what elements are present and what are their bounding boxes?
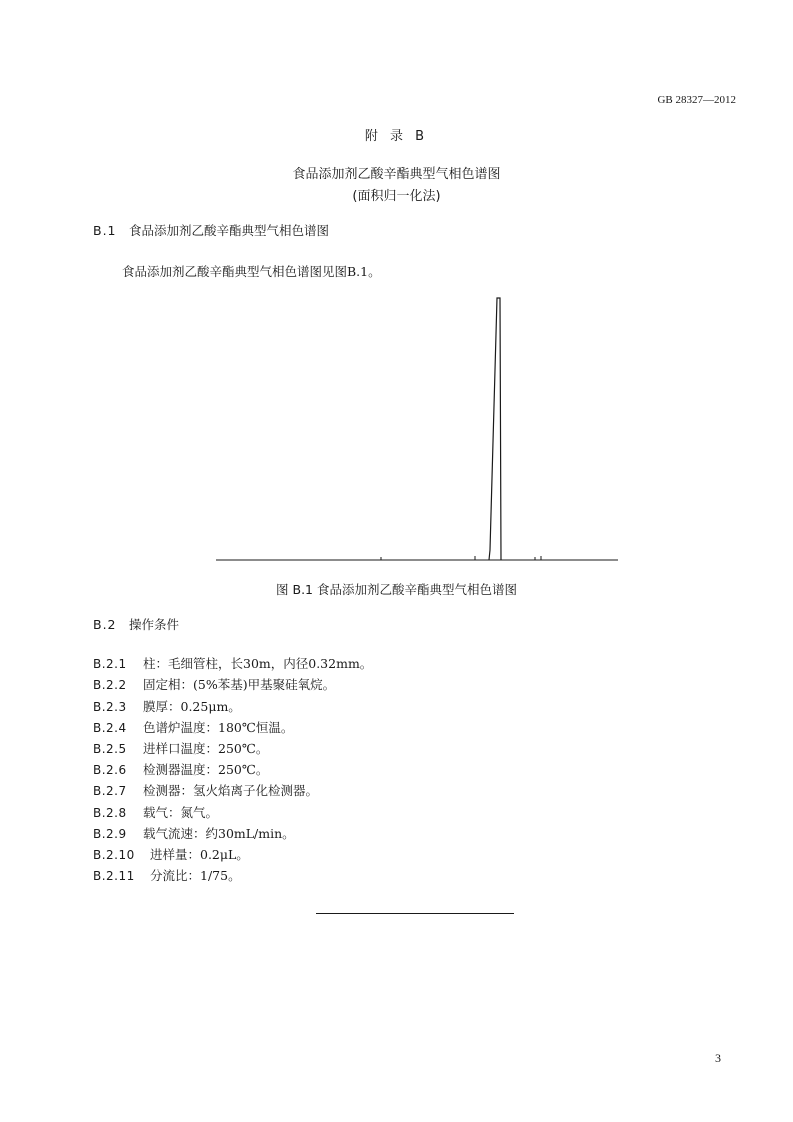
condition-text: 膜厚：0.25μm。 [143, 699, 241, 714]
figure-caption: 图 B.1 食品添加剂乙酸辛酯典型气相色谱图 [276, 582, 517, 597]
condition-item [93, 760, 268, 778]
condition-item [93, 866, 241, 884]
condition-text: 柱：毛细管柱，长30m，内径0.32mm。 [143, 656, 373, 671]
condition-number: B.2.8 [93, 806, 127, 820]
section-b1-paragraph: 食品添加剂乙酸辛酯典型气相色谱图见图B.1。 [122, 264, 381, 279]
section-b2-title: 操作条件 [129, 617, 180, 632]
condition-text: 分流比：1/75。 [150, 868, 241, 883]
condition-text: 检测器温度：250℃。 [143, 762, 269, 777]
condition-item [93, 718, 293, 736]
condition-item [93, 824, 295, 842]
condition-number: B.2.4 [93, 721, 127, 735]
condition-number: B.2.2 [93, 678, 127, 692]
section-b2-number: B.2 [93, 617, 117, 632]
condition-text: 色谱炉温度：180℃恒温。 [143, 720, 294, 735]
section-b1-number: B.1 [93, 223, 117, 238]
condition-item [93, 654, 372, 672]
end-rule [316, 913, 514, 914]
condition-text: 进样量：0.2μL。 [150, 847, 249, 862]
appendix-title: 附 录 B [364, 129, 429, 144]
condition-number: B.2.6 [93, 763, 127, 777]
condition-text: 进样口温度：250℃。 [143, 741, 269, 756]
appendix-method: (面积归一化法) [352, 189, 441, 204]
page-number: 3 [715, 1051, 721, 1065]
condition-number: B.2.10 [93, 848, 135, 862]
condition-text: 检测器：氢火焰离子化检测器。 [143, 783, 319, 798]
condition-item [93, 675, 335, 693]
condition-number: B.2.7 [93, 784, 127, 798]
condition-item [93, 803, 218, 821]
condition-number: B.2.3 [93, 700, 127, 714]
section-b1-title: 食品添加剂乙酸辛酯典型气相色谱图 [129, 223, 330, 238]
condition-number: B.2.11 [93, 869, 135, 883]
condition-item [93, 697, 241, 715]
standard-number: GB 28327—2012 [657, 94, 736, 106]
condition-item [93, 781, 318, 799]
section-b2-heading [93, 615, 179, 633]
condition-text: 载气流速：约30mL/min。 [143, 826, 295, 841]
condition-text: 载气：氮气。 [143, 805, 219, 820]
condition-item [93, 845, 249, 863]
appendix-subtitle: 食品添加剂乙酸辛酯典型气相色谱图 [292, 167, 501, 182]
condition-item [93, 739, 268, 757]
condition-number: B.2.1 [93, 657, 127, 671]
condition-number: B.2.9 [93, 827, 127, 841]
condition-text: 固定相：(5%苯基)甲基聚硅氧烷。 [143, 677, 336, 692]
condition-number: B.2.5 [93, 742, 127, 756]
chromatogram-main-peak [489, 298, 501, 560]
